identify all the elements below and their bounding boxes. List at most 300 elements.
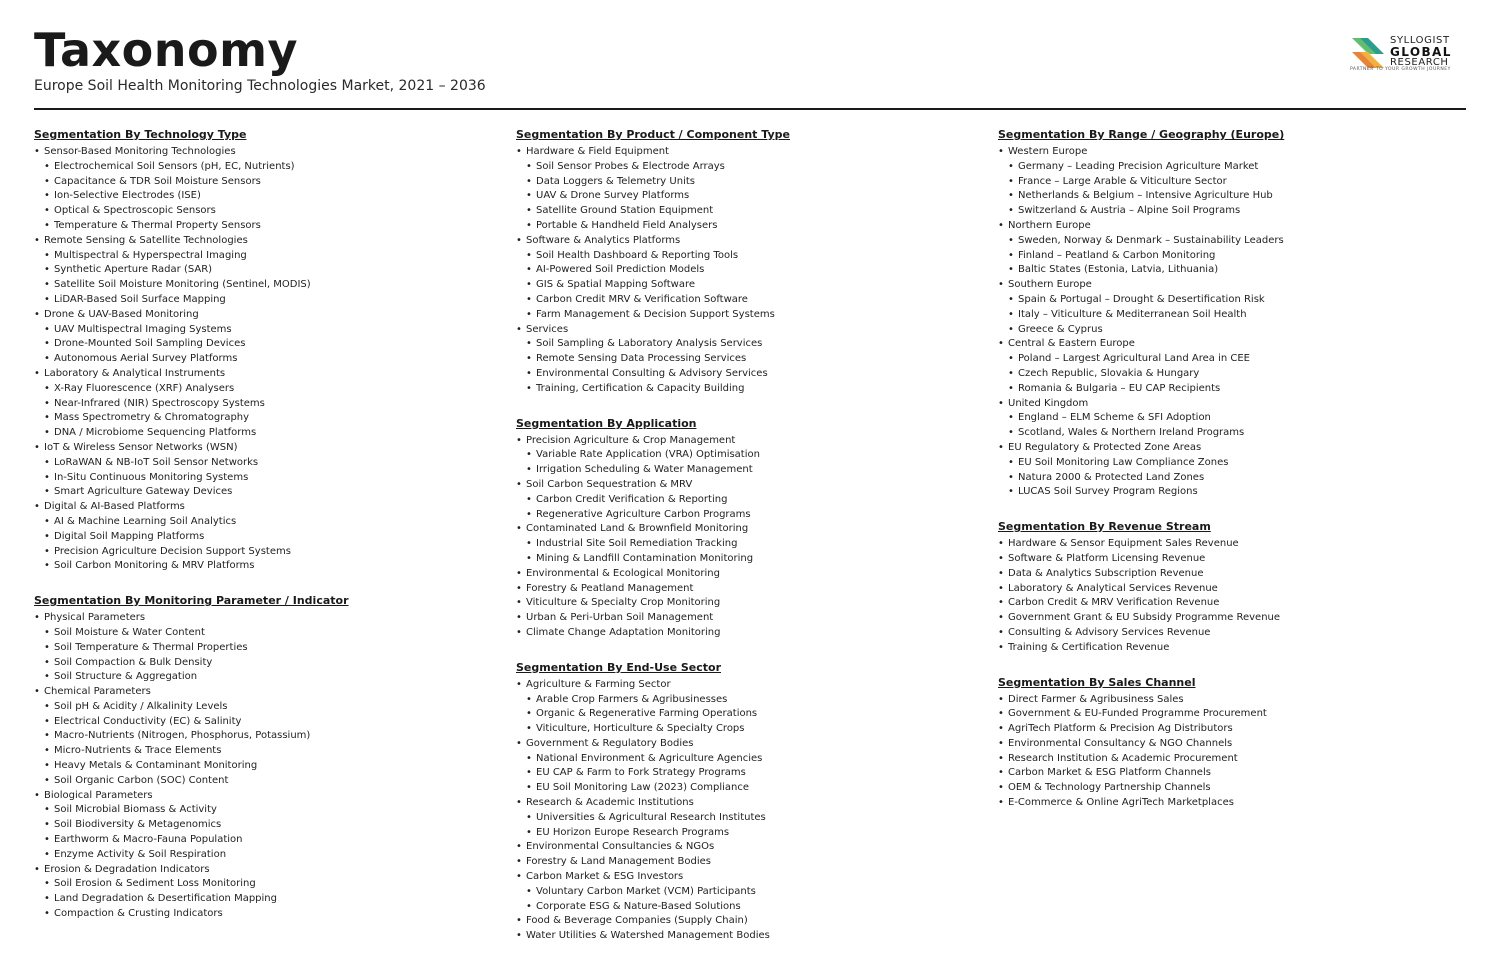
sub-segment-label: England – ELM Scheme & SFI Adoption <box>1018 412 1211 424</box>
sub-segment-item <box>34 175 504 190</box>
bullet-icon: • <box>526 464 532 476</box>
segment-item <box>998 611 1468 626</box>
bullet-icon: • <box>34 501 40 513</box>
sub-segment-label: Satellite Soil Moisture Monitoring (Sentinel, MODIS) <box>54 279 311 291</box>
bullet-icon: • <box>998 723 1004 735</box>
sub-segment-label: Carbon Credit MRV & Verification Software <box>536 293 748 305</box>
bullet-icon: • <box>1008 293 1014 305</box>
bullet-icon: • <box>1008 323 1014 335</box>
bullet-icon: • <box>44 819 50 831</box>
sub-segment-item <box>34 715 504 730</box>
sub-segment-label: Soil Compaction & Bulk Density <box>54 656 213 668</box>
segment-item <box>998 582 1468 597</box>
bullet-icon: • <box>44 530 50 542</box>
bullet-icon: • <box>44 700 50 712</box>
segment-label: Laboratory & Analytical Services Revenue <box>1008 582 1218 594</box>
segment-label: Physical Parameters <box>44 612 146 624</box>
segment-label: Chemical Parameters <box>44 686 151 698</box>
bullet-icon: • <box>1008 486 1014 498</box>
sub-segment-label: Autonomous Aerial Survey Platforms <box>54 353 238 365</box>
bullet-icon: • <box>516 612 522 624</box>
bullet-icon: • <box>998 641 1004 653</box>
company-logo <box>1350 34 1462 76</box>
bullet-icon: • <box>998 441 1004 453</box>
segment-label: Central & Eastern Europe <box>1008 338 1135 350</box>
logo-wordmark <box>1390 36 1462 68</box>
sub-segment-item <box>34 907 504 922</box>
bullet-icon: • <box>1008 190 1014 202</box>
segment-item <box>998 796 1468 811</box>
segment-label: Climate Change Adaptation Monitoring <box>526 626 721 638</box>
bullet-icon: • <box>1008 427 1014 439</box>
segment-list <box>998 693 1468 811</box>
segment-label: Direct Farmer & Agribusiness Sales <box>1008 693 1184 705</box>
bullet-icon: • <box>44 730 50 742</box>
bullet-icon: • <box>516 915 522 927</box>
sub-segment-label: DNA / Microbiome Sequencing Platforms <box>54 427 257 439</box>
segment-item <box>516 596 986 611</box>
segment-label: Southern Europe <box>1008 279 1092 291</box>
bullet-icon: • <box>998 693 1004 705</box>
sub-segment-label: Compaction & Crusting Indicators <box>54 908 223 920</box>
sub-segment-label: Sweden, Norway & Denmark – Sustainability Leaders <box>1018 234 1284 246</box>
section-title: Segmentation By Product / Component Type <box>516 128 790 141</box>
section-title: Segmentation By Technology Type <box>34 128 247 141</box>
sub-segment-item <box>34 263 504 278</box>
sub-segment-label: France – Large Arable & Viticulture Sector <box>1018 175 1227 187</box>
column-1 <box>34 128 504 942</box>
sub-segment-label: X-Ray Fluorescence (XRF) Analysers <box>54 382 235 394</box>
bullet-icon: • <box>516 678 522 690</box>
section-title: Segmentation By Range / Geography (Europe) <box>998 128 1285 141</box>
sub-segment-item <box>516 337 986 352</box>
bullet-icon: • <box>1008 382 1014 394</box>
bullet-icon: • <box>44 804 50 816</box>
segment-item <box>34 611 504 626</box>
segment-item <box>34 500 504 515</box>
sub-segment-item <box>516 752 986 767</box>
segment-label: Forestry & Land Management Bodies <box>526 856 711 868</box>
bullet-icon: • <box>516 234 522 246</box>
bullet-icon: • <box>526 219 532 231</box>
segment-label: Research & Academic Institutions <box>526 797 694 809</box>
segment-item <box>516 626 986 641</box>
sub-segment-item <box>34 803 504 818</box>
segment-item <box>516 323 986 338</box>
sub-segment-item <box>998 323 1468 338</box>
bullet-icon: • <box>516 523 522 535</box>
bullet-icon: • <box>998 737 1004 749</box>
sub-segment-label: Near-Infrared (NIR) Spectroscopy Systems <box>54 397 265 409</box>
bullet-icon: • <box>998 708 1004 720</box>
sub-segment-item <box>516 249 986 264</box>
bullet-icon: • <box>44 560 50 572</box>
sub-segment-item <box>34 219 504 234</box>
segment-label: Biological Parameters <box>44 789 153 801</box>
bullet-icon: • <box>516 856 522 868</box>
sub-segment-label: Scotland, Wales & Northern Ireland Programs <box>1018 427 1245 439</box>
sub-segment-label: Soil Health Dashboard & Reporting Tools <box>536 249 739 261</box>
sub-segment-label: Soil Moisture & Water Content <box>54 626 205 638</box>
bullet-icon: • <box>1008 234 1014 246</box>
segment-label: Sensor-Based Monitoring Technologies <box>44 146 236 157</box>
sub-segment-label: Electrochemical Soil Sensors (pH, EC, Nutrients) <box>54 160 295 172</box>
bullet-icon: • <box>516 841 522 853</box>
bullet-icon: • <box>44 279 50 291</box>
segment-item <box>516 522 986 537</box>
segment-label: Hardware & Sensor Equipment Sales Revenue <box>1008 538 1239 550</box>
sub-segment-label: Soil Sensor Probes & Electrode Arrays <box>536 160 725 172</box>
segment-item <box>516 855 986 870</box>
sub-segment-item <box>34 337 504 352</box>
segment-label: Soil Carbon Sequestration & MRV <box>526 478 693 490</box>
bullet-icon: • <box>44 427 50 439</box>
segment-list <box>34 611 504 922</box>
bullet-icon: • <box>526 493 532 505</box>
sub-segment-label: Digital Soil Mapping Platforms <box>54 530 205 542</box>
logo-mark-icon <box>1350 36 1386 70</box>
sub-segment-item <box>34 877 504 892</box>
sub-segment-label: Heavy Metals & Contaminant Monitoring <box>54 760 258 772</box>
sub-segment-label: Satellite Ground Station Equipment <box>536 205 714 217</box>
sub-segment-item <box>516 175 986 190</box>
segment-label: Western Europe <box>1008 146 1088 157</box>
segment-item <box>516 567 986 582</box>
segment-label: Laboratory & Analytical Instruments <box>44 367 226 379</box>
bullet-icon: • <box>526 900 532 912</box>
segment-item <box>998 737 1468 752</box>
sub-segment-item <box>34 189 504 204</box>
sub-segment-item <box>34 456 504 471</box>
bullet-icon: • <box>34 367 40 379</box>
sub-segment-item <box>34 626 504 641</box>
bullet-icon: • <box>998 612 1004 624</box>
sub-segment-item <box>998 456 1468 471</box>
sub-segment-label: Carbon Credit Verification & Reporting <box>536 493 728 505</box>
bullet-icon: • <box>44 353 50 365</box>
sub-segment-label: Soil Erosion & Sediment Loss Monitoring <box>54 878 256 890</box>
segment-item <box>998 219 1468 234</box>
sub-segment-item <box>34 729 504 744</box>
sub-segment-item <box>34 515 504 530</box>
sub-segment-label: UAV & Drone Survey Platforms <box>536 190 690 202</box>
segment-label: Research Institution & Academic Procurement <box>1008 752 1238 764</box>
bullet-icon: • <box>516 597 522 609</box>
sub-segment-label: Germany – Leading Precision Agriculture Market <box>1018 160 1259 172</box>
bullet-icon: • <box>34 686 40 698</box>
sub-segment-item <box>516 463 986 478</box>
bullet-icon: • <box>526 382 532 394</box>
bullet-icon: • <box>1008 175 1014 187</box>
sub-segment-item <box>34 774 504 789</box>
bullet-icon: • <box>44 893 50 905</box>
bullet-icon: • <box>1008 160 1014 172</box>
sub-segment-label: Corporate ESG & Nature-Based Solutions <box>536 900 741 912</box>
bullet-icon: • <box>44 774 50 786</box>
sub-segment-label: Organic & Regenerative Farming Operations <box>536 708 758 720</box>
segment-item <box>998 707 1468 722</box>
bullet-icon: • <box>44 471 50 483</box>
sub-segment-label: Mining & Landfill Contamination Monitoring <box>536 552 754 564</box>
segment-item <box>516 678 986 693</box>
segment-label: Remote Sensing & Satellite Technologies <box>44 234 248 246</box>
segment-list <box>998 145 1468 500</box>
taxonomy-section <box>998 520 1468 655</box>
sub-segment-item <box>998 352 1468 367</box>
bullet-icon: • <box>998 397 1004 409</box>
sub-segment-label: Macro-Nutrients (Nitrogen, Phosphorus, Potassium) <box>54 730 311 742</box>
segment-item <box>998 441 1468 456</box>
sub-segment-item <box>34 293 504 308</box>
bullet-icon: • <box>526 205 532 217</box>
bullet-icon: • <box>1008 471 1014 483</box>
sub-segment-item <box>516 493 986 508</box>
sub-segment-label: Soil Temperature & Thermal Properties <box>54 641 248 653</box>
sub-segment-item <box>998 426 1468 441</box>
sub-segment-label: Land Degradation & Desertification Mapping <box>54 893 277 905</box>
sub-segment-item <box>998 382 1468 397</box>
bullet-icon: • <box>44 219 50 231</box>
sub-segment-item <box>516 308 986 323</box>
sub-segment-label: AI & Machine Learning Soil Analytics <box>54 515 237 527</box>
sub-segment-item <box>516 693 986 708</box>
bullet-icon: • <box>998 567 1004 579</box>
sub-segment-label: GIS & Spatial Mapping Software <box>536 279 695 291</box>
sub-segment-label: AI-Powered Soil Prediction Models <box>536 264 705 276</box>
bullet-icon: • <box>44 412 50 424</box>
segment-label: IoT & Wireless Sensor Networks (WSN) <box>44 441 238 453</box>
segment-item <box>998 567 1468 582</box>
segment-item <box>998 626 1468 641</box>
sub-segment-label: Arable Crop Farmers & Agribusinesses <box>536 693 728 705</box>
sub-segment-item <box>34 670 504 685</box>
bullet-icon: • <box>1008 264 1014 276</box>
segment-item <box>998 278 1468 293</box>
sub-segment-label: Capacitance & TDR Soil Moisture Sensors <box>54 175 261 187</box>
sub-segment-label: Data Loggers & Telemetry Units <box>536 175 695 187</box>
bullet-icon: • <box>526 175 532 187</box>
segment-item <box>998 766 1468 781</box>
sub-segment-label: Optical & Spectroscopic Sensors <box>54 205 216 217</box>
sub-segment-label: LUCAS Soil Survey Program Regions <box>1018 486 1198 498</box>
segment-item <box>998 537 1468 552</box>
sub-segment-label: Soil Sampling & Laboratory Analysis Services <box>536 338 763 350</box>
segment-label: Environmental Consultancies & NGOs <box>526 841 715 853</box>
segment-item <box>516 796 986 811</box>
bullet-icon: • <box>526 826 532 838</box>
segment-list <box>516 678 986 944</box>
sub-segment-item <box>34 471 504 486</box>
bullet-icon: • <box>516 323 522 335</box>
sub-segment-label: Irrigation Scheduling & Water Management <box>536 464 753 476</box>
bullet-icon: • <box>526 293 532 305</box>
sub-segment-item <box>34 545 504 560</box>
page-title: Taxonomy <box>34 23 299 77</box>
segment-list <box>998 537 1468 655</box>
sub-segment-label: Earthworm & Macro-Fauna Population <box>54 834 243 846</box>
sub-segment-item <box>998 160 1468 175</box>
sub-segment-label: Soil Microbial Biomass & Activity <box>54 804 217 816</box>
segment-list <box>34 145 504 574</box>
sub-segment-item <box>34 204 504 219</box>
bullet-icon: • <box>998 782 1004 794</box>
bullet-icon: • <box>516 871 522 883</box>
sub-segment-item <box>34 323 504 338</box>
sub-segment-item <box>516 552 986 567</box>
sub-segment-item <box>34 759 504 774</box>
column-2 <box>516 128 986 964</box>
bullet-icon: • <box>34 789 40 801</box>
sub-segment-label: Mass Spectrometry & Chromatography <box>54 412 250 424</box>
sub-segment-label: Temperature & Thermal Property Sensors <box>54 219 261 231</box>
bullet-icon: • <box>44 641 50 653</box>
sub-segment-item <box>516 722 986 737</box>
sub-segment-label: LoRaWAN & NB-IoT Soil Sensor Networks <box>54 456 259 468</box>
segment-item <box>998 337 1468 352</box>
sub-segment-item <box>516 352 986 367</box>
bullet-icon: • <box>516 567 522 579</box>
bullet-icon: • <box>1008 367 1014 379</box>
taxonomy-section <box>998 676 1468 811</box>
bullet-icon: • <box>526 811 532 823</box>
segment-label: Urban & Peri-Urban Soil Management <box>526 612 714 624</box>
sub-segment-item <box>34 485 504 500</box>
sub-segment-item <box>516 826 986 841</box>
segment-item <box>34 234 504 249</box>
bullet-icon: • <box>34 146 40 157</box>
segment-label: Food & Beverage Companies (Supply Chain) <box>526 915 748 927</box>
sub-segment-label: Ion-Selective Electrodes (ISE) <box>54 190 201 202</box>
segment-item <box>998 722 1468 737</box>
segment-label: Digital & AI-Based Platforms <box>44 501 185 513</box>
sub-segment-item <box>34 352 504 367</box>
bullet-icon: • <box>526 160 532 172</box>
bullet-icon: • <box>526 190 532 202</box>
sub-segment-item <box>516 189 986 204</box>
bullet-icon: • <box>44 249 50 261</box>
segment-label: Forestry & Peatland Management <box>526 582 694 594</box>
sub-segment-item <box>516 508 986 523</box>
sub-segment-label: Micro-Nutrients & Trace Elements <box>54 745 222 757</box>
segment-label: Environmental Consultancy & NGO Channels <box>1008 737 1233 749</box>
bullet-icon: • <box>526 338 532 350</box>
segment-label: OEM & Technology Partnership Channels <box>1008 782 1211 794</box>
segment-label: EU Regulatory & Protected Zone Areas <box>1008 441 1202 453</box>
segment-item <box>516 840 986 855</box>
bullet-icon: • <box>526 279 532 291</box>
bullet-icon: • <box>44 760 50 772</box>
segment-item <box>516 737 986 752</box>
bullet-icon: • <box>526 264 532 276</box>
sub-segment-label: Romania & Bulgaria – EU CAP Recipients <box>1018 382 1221 394</box>
sub-segment-label: Variable Rate Application (VRA) Optimisation <box>536 449 760 461</box>
bullet-icon: • <box>44 715 50 727</box>
bullet-icon: • <box>44 515 50 527</box>
bullet-icon: • <box>998 797 1004 809</box>
bullet-icon: • <box>44 745 50 757</box>
sub-segment-item <box>34 559 504 574</box>
bullet-icon: • <box>516 797 522 809</box>
taxonomy-section <box>998 128 1468 500</box>
sub-segment-item <box>998 471 1468 486</box>
segment-item <box>998 641 1468 656</box>
bullet-icon: • <box>44 656 50 668</box>
sub-segment-item <box>998 263 1468 278</box>
sub-segment-item <box>516 448 986 463</box>
segment-item <box>998 752 1468 767</box>
bullet-icon: • <box>516 582 522 594</box>
sub-segment-item <box>516 811 986 826</box>
sub-segment-label: Soil Biodiversity & Metagenomics <box>54 819 222 831</box>
segment-label: Erosion & Degradation Indicators <box>44 863 210 875</box>
segment-item <box>516 145 986 160</box>
sub-segment-item <box>998 485 1468 500</box>
bullet-icon: • <box>1008 456 1014 468</box>
sub-segment-item <box>516 293 986 308</box>
sub-segment-label: Enzyme Activity & Soil Respiration <box>54 848 227 860</box>
bullet-icon: • <box>526 249 532 261</box>
bullet-icon: • <box>44 878 50 890</box>
segment-item <box>998 552 1468 567</box>
segment-label: Data & Analytics Subscription Revenue <box>1008 567 1204 579</box>
bullet-icon: • <box>44 205 50 217</box>
bullet-icon: • <box>998 538 1004 550</box>
sub-segment-label: Spain & Portugal – Drought & Desertification Risk <box>1018 293 1265 305</box>
sub-segment-label: Universities & Agricultural Research Institutes <box>536 811 766 823</box>
segment-label: AgriTech Platform & Precision Ag Distributors <box>1008 723 1233 735</box>
segment-label: United Kingdom <box>1008 397 1089 409</box>
logo-line-2: GLOBAL <box>1390 45 1452 59</box>
bullet-icon: • <box>526 308 532 320</box>
segment-label: Hardware & Field Equipment <box>526 146 669 157</box>
sub-segment-label: Drone-Mounted Soil Sampling Devices <box>54 338 246 350</box>
bullet-icon: • <box>44 190 50 202</box>
segment-label: Government & EU-Funded Programme Procurement <box>1008 708 1267 720</box>
bullet-icon: • <box>1008 249 1014 261</box>
bullet-icon: • <box>44 834 50 846</box>
bullet-icon: • <box>44 908 50 920</box>
taxonomy-section <box>516 128 986 397</box>
segment-item <box>34 863 504 878</box>
sub-segment-label: Voluntary Carbon Market (VCM) Participants <box>536 885 756 897</box>
bullet-icon: • <box>516 930 522 942</box>
sub-segment-label: UAV Multispectral Imaging Systems <box>54 323 232 335</box>
bullet-icon: • <box>44 671 50 683</box>
bullet-icon: • <box>526 752 532 764</box>
bullet-icon: • <box>998 338 1004 350</box>
bullet-icon: • <box>44 160 50 172</box>
bullet-icon: • <box>998 767 1004 779</box>
bullet-icon: • <box>34 863 40 875</box>
sub-segment-label: EU Soil Monitoring Law (2023) Compliance <box>536 782 750 794</box>
section-title: Segmentation By Sales Channel <box>998 675 1196 689</box>
sub-segment-item <box>34 426 504 441</box>
sub-segment-item <box>998 234 1468 249</box>
sub-segment-item <box>998 249 1468 264</box>
bullet-icon: • <box>998 279 1004 291</box>
sub-segment-label: LiDAR-Based Soil Surface Mapping <box>54 293 226 305</box>
sub-segment-item <box>516 367 986 382</box>
sub-segment-item <box>516 766 986 781</box>
bullet-icon: • <box>34 612 40 624</box>
bullet-icon: • <box>526 708 532 720</box>
sub-segment-label: Synthetic Aperture Radar (SAR) <box>54 264 213 276</box>
sub-segment-item <box>516 219 986 234</box>
sub-segment-label: Farm Management & Decision Support Systems <box>536 308 775 320</box>
bullet-icon: • <box>44 456 50 468</box>
bullet-icon: • <box>44 338 50 350</box>
sub-segment-label: Italy – Viticulture & Mediterranean Soil Health <box>1018 308 1247 320</box>
